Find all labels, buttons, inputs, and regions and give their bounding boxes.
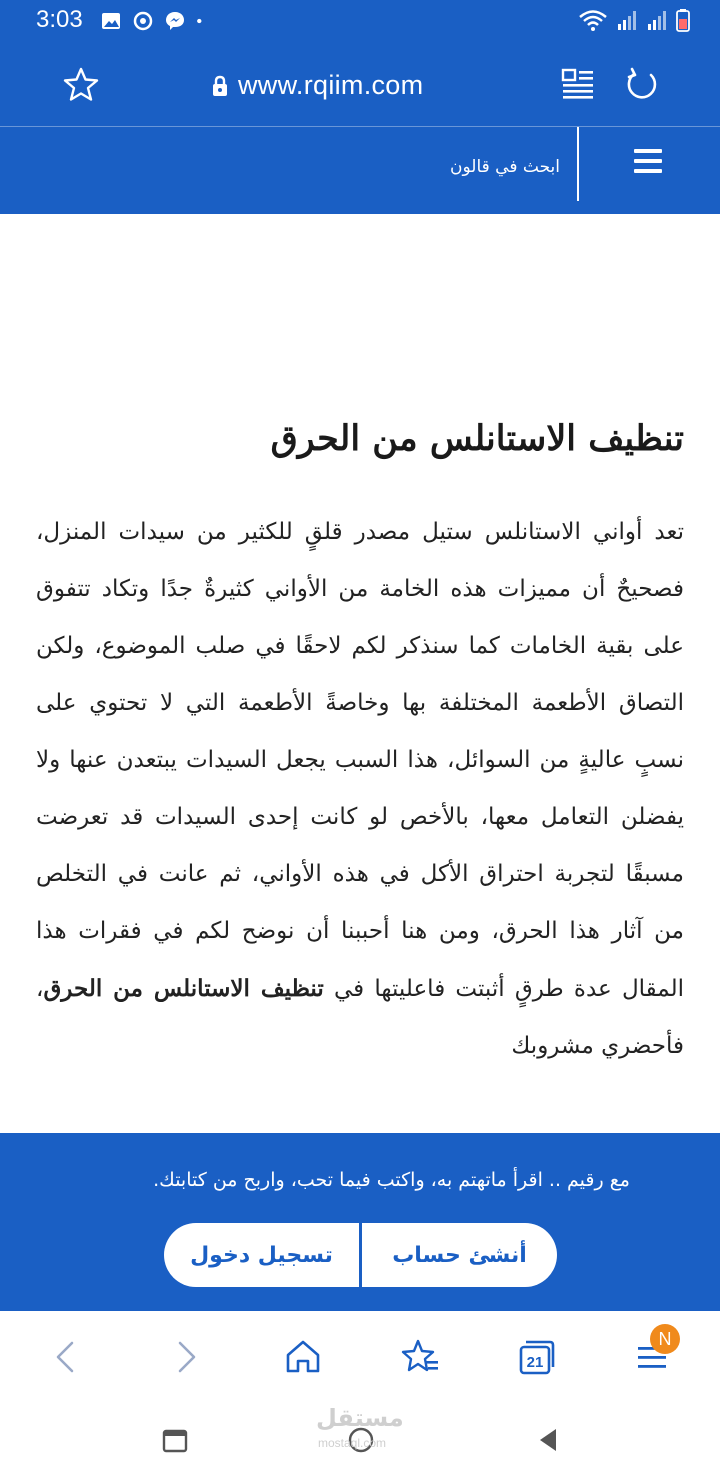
watermark-logo: مستقل bbox=[316, 1404, 404, 1432]
notification-badge: N bbox=[650, 1324, 680, 1354]
signal-icon bbox=[616, 8, 638, 32]
status-right-icons bbox=[578, 8, 690, 32]
url-field[interactable] bbox=[212, 70, 423, 101]
image-icon bbox=[100, 10, 122, 32]
browser-url-bar bbox=[0, 44, 720, 126]
messenger-icon bbox=[164, 10, 186, 32]
signup-banner bbox=[0, 1133, 720, 1311]
banner-buttons bbox=[164, 1223, 557, 1287]
article-body bbox=[36, 504, 684, 1075]
reader-mode-icon[interactable] bbox=[560, 66, 596, 102]
create-account-button[interactable]: أنشئ حساب bbox=[392, 1242, 527, 1268]
url-text: www.rqiim.com bbox=[238, 70, 424, 100]
status-time: 3:03 bbox=[36, 6, 83, 33]
article-text: تعد أواني الاستانلس ستيل مصدر قلقٍ للكثير من سيدات المنزل، فصحيحٌ أن مميزات هذه الخامة من الأواني كثيرةٌ جدًا وتكاد تتفوق على بقية الخامات كما سنذكر لكم لاحقًا في صلب الموضوع، ولكن التصاق الأطعمة المختلفة بها وخاصةً الأطعمة التي لا تحتوي على نسبٍ عاليةٍ من السوائل، هذا السبب يجعل السيدات يبتعدن عنها ولا يفضلن التعامل معها، بالأخص لو كانت إحدى السيدات قد تعرضت مسبقًا لتجربة احتراق الأكل في هذه الأواني، ثم عانت في التخلص من آثار هذا الحرق، ومن هنا أحببنا أن نوضح لكم في فقرات هذا المقال عدة طرقٍ أثبتت فاعليتها في bbox=[36, 519, 685, 1002]
reload-icon[interactable] bbox=[622, 66, 660, 104]
login-button[interactable]: تسجيل دخول bbox=[190, 1242, 333, 1268]
home-icon[interactable] bbox=[283, 1337, 323, 1377]
lock-icon bbox=[212, 75, 228, 97]
status-bar bbox=[0, 0, 720, 44]
article-text-end: ، فأحضري مشروبك bbox=[36, 976, 684, 1059]
article-keyword: تنظيف الاستانلس من الحرق bbox=[43, 975, 324, 1002]
back-triangle-icon[interactable] bbox=[534, 1425, 564, 1455]
header-divider bbox=[577, 127, 579, 201]
signal-icon bbox=[646, 8, 668, 32]
tabs-count: 21 bbox=[526, 1354, 544, 1371]
watermark-url: mostaql.com bbox=[318, 1436, 387, 1450]
recents-icon[interactable] bbox=[160, 1425, 190, 1455]
article bbox=[0, 214, 720, 1134]
forward-arrow-icon[interactable] bbox=[166, 1337, 206, 1377]
battery-icon bbox=[676, 8, 690, 32]
search-box[interactable]: ابحث في قالون bbox=[450, 157, 560, 177]
hamburger-icon[interactable] bbox=[634, 149, 664, 175]
site-header bbox=[0, 126, 720, 214]
browser-bottom-nav bbox=[0, 1311, 720, 1401]
sync-icon bbox=[132, 10, 154, 32]
article-title: تنظيف الاستانلس من الحرق bbox=[270, 418, 684, 459]
tabs-icon[interactable] bbox=[516, 1337, 556, 1377]
wifi-icon bbox=[578, 8, 608, 32]
star-icon[interactable] bbox=[62, 66, 100, 104]
status-left-icons bbox=[100, 10, 208, 32]
dot-icon bbox=[196, 10, 208, 32]
banner-text: مع رقيم .. اقرأ ماتهتم به، واكتب فيما تحب، واربح من كتابتك. bbox=[153, 1169, 630, 1191]
back-arrow-icon[interactable] bbox=[46, 1337, 86, 1377]
bookmarks-icon[interactable] bbox=[400, 1337, 440, 1377]
